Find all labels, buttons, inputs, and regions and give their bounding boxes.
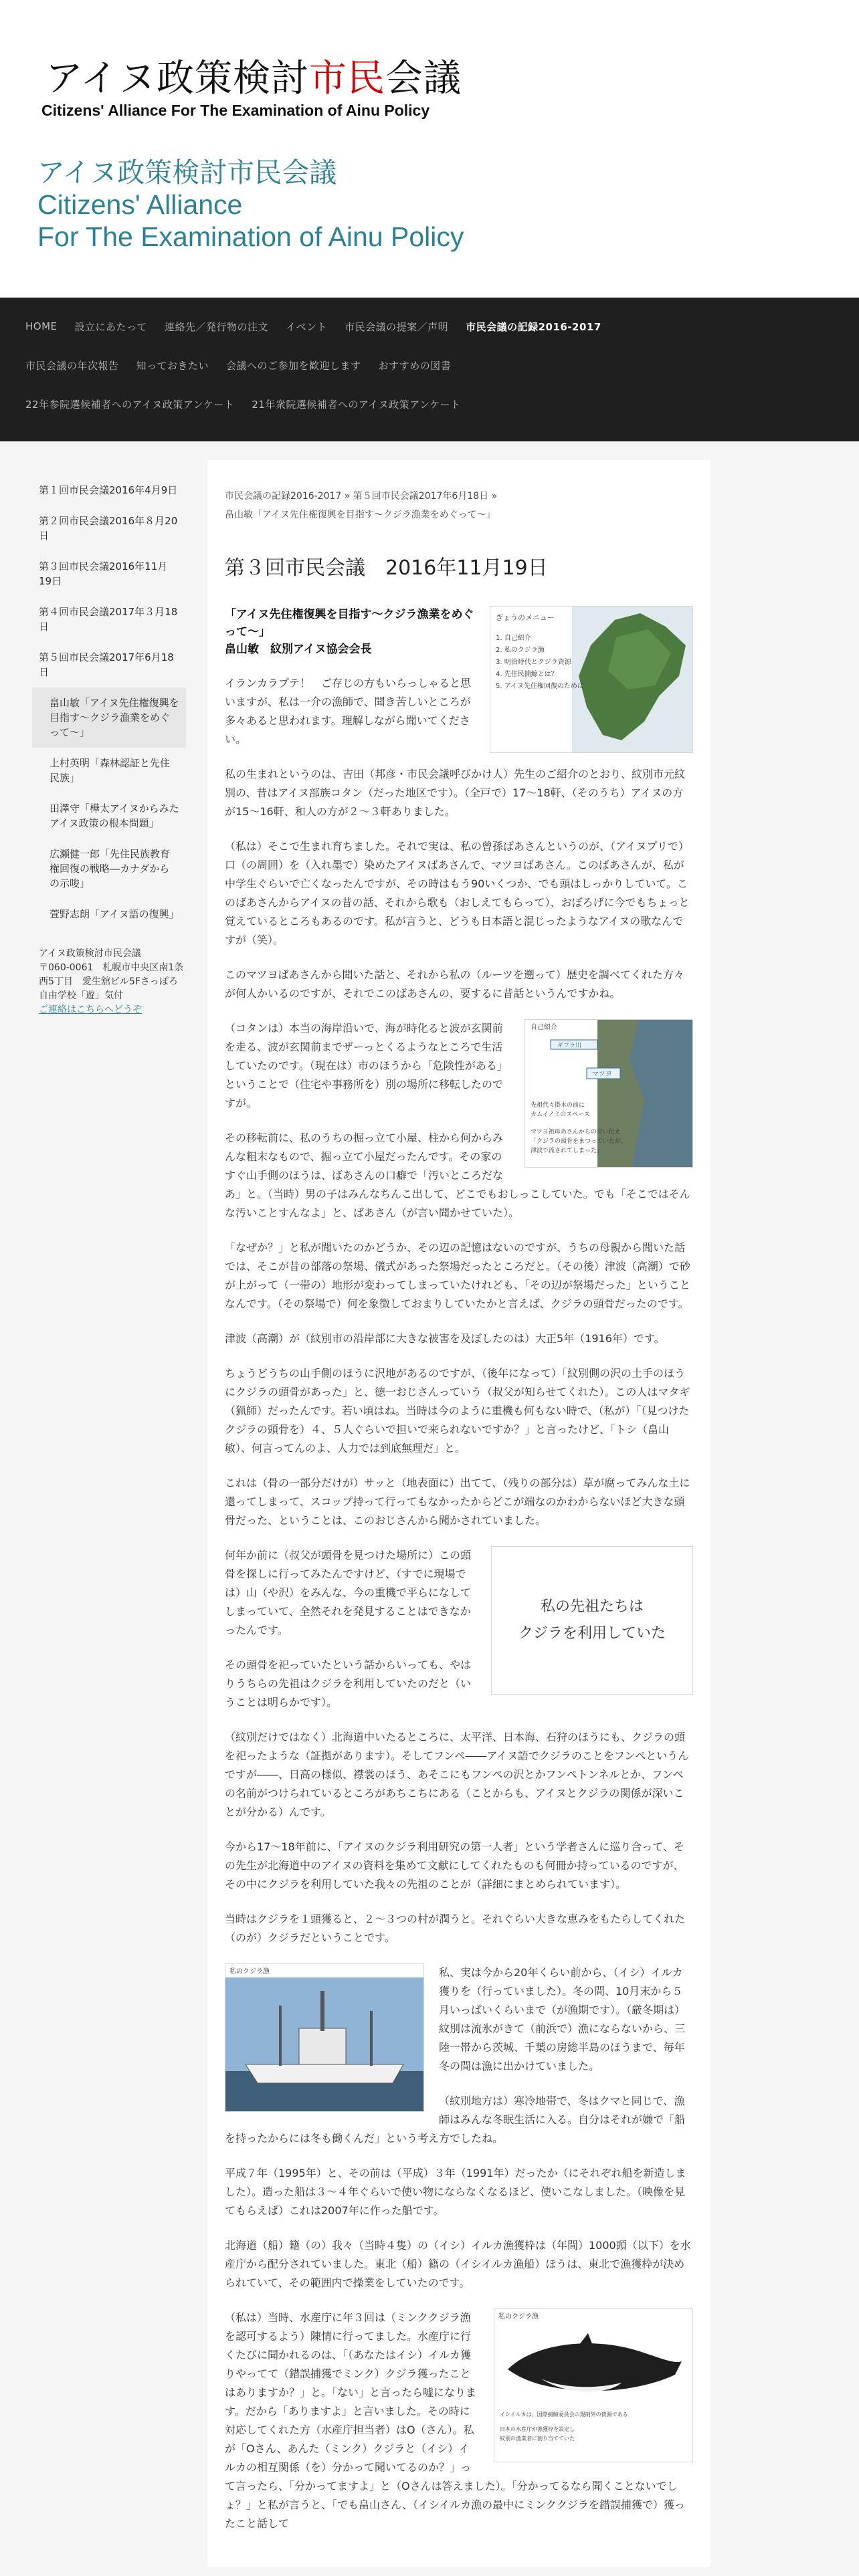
paragraph-18: 平成７年（1995年）と、その前は（平成）３年（1991年）だったか（にそれぞれ船を新造しました）。造った船は３〜４年ぐらいで使い物にならなくなるほど、使いこなしました。（映像を見てもらえば）これは2007年に作った船です。 (225, 2167, 686, 2217)
sidebar-address: アイヌ政策検討市民会議 〒060-0061 札幌市中央区南1条西5丁目 愛生舘ビル5Fさっぽろ自由学校「遊」気付 ご連絡はこちらへどうぞ (39, 948, 184, 1015)
paragraph-5: （コタンは）本当の海岸沿いで、海が時化ると波が玄関前を走る、波が玄関前までザーっとくるようなところで生活していたのです。（現在は）市のほうから「危険性がある」ということで（住宅や事務所を）別の場所に移転したのですが。 (225, 1022, 508, 1109)
paragraph-10: これは（骨の一部分だけが）サッと（地表面に）出てて、（残りの部分は）草が腐ってみんな土に還ってしまって、スコップ持って行ってもなかったからどこが端なのかわからないほど大きな頭骨だった、ということは、このおじさんから聞かされていました。 (225, 1477, 690, 1527)
dolphin-slide (494, 2309, 693, 2462)
svg-text:1. 自己紹介: 1. 自己紹介 (496, 635, 531, 642)
paragraph-12: その頭骨を祀っていたという話からいっても、やはりうちらの先祖はクジラを利用していたのだと（いうことは明らかです）。 (225, 1658, 472, 1709)
map2-label: 自己紹介 (531, 1024, 557, 1031)
breadcrumb-records[interactable]: 市民会議の記録2016-2017 (225, 491, 342, 502)
nav-knowledge[interactable]: 知っておきたい (136, 359, 209, 372)
sidebar-item-meeting-4[interactable]: 第４回市民会議2017年３月18日 (39, 606, 178, 633)
fishing-boat-photo (225, 1963, 424, 2112)
hokkaido-map-slide (490, 606, 693, 753)
paragraph-19: 北海道（船）籍（の）我々（当時４隻）の（イシ）イルカ漁獲枠は（年間）1000頭（以下）を水産庁から配分されていました。東北（船）籍の（イシイルカ漁船）ほうは、東北で漁獲枠が決められていて、その範囲内で操業をしていたのです。 (225, 2239, 691, 2289)
svg-text:4. 先住民捕鯨とは？: 4. 先住民捕鯨とは？ (496, 671, 558, 678)
nav-books[interactable]: おすすめの図書 (378, 359, 452, 372)
paragraph-15: 当時はクジラを１頭獲ると、２〜３つの村が潤うと。それぐらい大きな恵みをもたらしてくれた（のが）クジラだということです。 (225, 1913, 686, 1944)
nav-annual-report[interactable]: 市民会議の年次報告 (25, 359, 119, 372)
sidebar-subitem-uemura[interactable]: 上村英明「森林認証と先住民族」 (50, 757, 171, 784)
nav-proposals[interactable]: 市民会議の提案／声明 (345, 320, 449, 333)
page-body (0, 441, 859, 2576)
paragraph-4: このマツヨばあさんから聞いた話と、それから私の（ルーツを遡って）歴史を調べてくれた方々が何人かいるのですが、それでこのばあさんの、要するに昔話というんですかね。 (225, 968, 684, 1000)
contact-link[interactable]: ご連絡はこちらへどうぞ (39, 1004, 142, 1015)
svg-text:日本の水産庁が漁獲枠を設定し: 日本の水産庁が漁獲枠を設定し (500, 2426, 575, 2432)
svg-text:マツヨ祖母あさんからの言い伝え: マツヨ祖母あさんからの言い伝え (531, 1129, 621, 1136)
nav-contact[interactable]: 連絡先／発行物の注文 (165, 320, 269, 333)
paragraph-6: その移転前に、私のうちの掘っ立て小屋、柱から何からみんな粗末なもので、掘っ立て小屋だったんです。その家のすぐ山手側のほうは、ばあさんの口癖で「汚いところだなあ」と。（当時）男の子はみんなちんこ出して、どこでもおしっこしていた。でも「そこではそんな汚いことすんなよ」と、ばあさん（が言い聞かせていた）。 (225, 1132, 690, 1219)
svg-text:2. 私のクジラ漁: 2. 私のクジラ漁 (496, 647, 545, 654)
kotan-map-slide (524, 1019, 693, 1168)
paragraph-17: （紋別地方は）寒冷地帯で、冬はクマと同じで、漁師はみんな冬眠生活に入る。自分はそれが嫌で「船を持ったからには冬も働くんだ」という考え方でしたね。 (225, 2095, 686, 2145)
svg-text:イシイルカは、国際捕鯨委員会の規制外の資源である: イシイルカは、国際捕鯨委員会の規制外の資源である (500, 2411, 628, 2418)
nav-row-1 (25, 307, 834, 346)
site-header (0, 0, 859, 298)
svg-text:ギフラ川: ギフラ川 (557, 1043, 582, 1049)
nav-events[interactable]: イベント (286, 320, 328, 333)
svg-text:「クジラの頭骨をまつっていたが、: 「クジラの頭骨をまつっていたが、 (531, 1138, 627, 1145)
sidebar-item-meeting-5[interactable]: 第５回市民会議2017年6月18日 (39, 651, 174, 678)
sidebar-item-meeting-3[interactable]: 第３回市民会議2016年11月19日 (39, 560, 168, 587)
paragraph-1: イランカラプテ！ ご存じの方もいらっしゃると思いますが、私は一介の漁師で、聞き苦しいところが多々あると思われます。理解しながら聞いてください。 (225, 677, 472, 746)
site-title[interactable]: アイヌ政策検討市民会議 Citizens' Alliance For The Examination of Ainu Policy (37, 157, 464, 252)
nav-row-3 (25, 385, 834, 423)
svg-text:紋別の漁業者に割り当てていた: 紋別の漁業者に割り当てていた (500, 2436, 575, 2442)
sidebar-subitem-hirose[interactable]: 広瀬健一郎「先住民族教育権回復の戦略―カナダからの示唆」 (50, 848, 171, 889)
nav-about[interactable]: 設立にあたって (74, 320, 148, 333)
paragraph-16: 私、実は今から20年くらい前から、（イシ）イルカ獲りを（行っていました）。冬の間、10月末から５月いっぱいくらいまで（が漁期です）。（厳冬期は）紋別は流氷がきて（前浜で）漁にならないから、三陸一帯から茨城、千葉の房総半島のほうまで、毎年冬の間は漁に出かけていました。 (439, 1966, 686, 2072)
paragraph-7: 「なぜか？」と私が聞いたのかどうか、その辺の記憶はないのですが、うちの母親から聞いた話では、そこが昔の部落の祭場、儀式があった祭場だったところだと。（その後）津波（高潮）で砂が上がって（一帯の）地形が変わってしまっていたけれども、「その辺が祭場だった」ということなんです。（その祭場で）何を象徴しておまりしていたかと言えば、クジラの頭骨だったのです。 (225, 1241, 690, 1310)
site-logo[interactable] (41, 57, 462, 120)
nav-row-2 (25, 346, 834, 385)
nav-home[interactable]: HOME (25, 320, 58, 332)
sidebar-subitem-tazawa[interactable]: 田澤守「樺太アイヌからみたアイヌ政策の根本問題」 (50, 802, 179, 829)
logo-japanese: アイヌ政策検討市民会議 (45, 57, 462, 100)
svg-text:マツヨ: マツヨ (592, 1071, 612, 1078)
paragraph-3: （私は）そこで生まれ育ちました。それで実は、私の曾孫ばあさんというのが、（アイヌプリで）口（の周囲）を（入れ墨で）染めたアイヌばあさんで、マツヨばあさん。このばあさんが、私が中学生ぐらいで亡くなったんですが、その時はもう90いくつか、でも頭はしっかりしていて。このばあさんからアイヌの昔の話、それから歌も（おしえてもらって）、おぼろげに今でもちょっと覚えているところもあるのです。私が言うと、どうも日本語と混じったようなアイヌの歌なんですが（笑）。 (225, 840, 690, 946)
main-navigation (0, 298, 859, 441)
pullquote-slide: 私の先祖たちは クジラを利用していた (491, 1546, 693, 1695)
article-lead: 「アイヌ先住権復興を目指す〜クジラ漁業をめぐって〜」 畠山敏 紋別アイヌ協会会長 (225, 608, 474, 656)
paragraph-13: （紋別だけではなく）北海道中いたるところに、太平洋、日本海、石狩のほうにも、クジラの頭を祀ったような（証拠があります）。そしてフンペ――アイヌ語でクジラのことをフンペというんですが――、日高の様似、襟裳のほう、あそこにもフンペの沢とかフンペトンネルとか、フンペの名前がつけられているところがあちこちにある（ことからも、アイヌとクジラの関係が深いことが分かる）んです。 (225, 1731, 689, 1818)
paragraph-14: 今から17〜18年前に、「アイヌのクジラ利用研究の第一人者」という学者さんに巡り合って、その先生が北海道中のアイヌの資料を集めて文献にしてくれたものも何冊か持っているのですが、その中にクジラを利用していた我々の先祖のことが（詳細にまとめられています）。 (225, 1840, 684, 1891)
paragraph-9: ちょうどうちの山手側のほうに沢地があるのですが、（後年になって）「紋別側の沢の土手のほうにクジラの頭骨があった」と、徳一おじさんっていう（叔父が知らせてくれた）。この人はマタギ（猟師）だったんです。若い頃はね。当時は今のように重機も何もない時で、（私が）「（見つけたクジラの頭骨を）４、５人ぐらいで担いで来られないですか？」と言ったけど、「トシ（畠山敏）、何言ってんのよ、人力では到底無理だ」と。 (225, 1367, 690, 1455)
svg-text:カムイノミのスペース: カムイノミのスペース (531, 1111, 590, 1118)
photo2-label: 私のクジラ漁 (498, 2313, 539, 2321)
photo1-label: 私のクジラ漁 (229, 1968, 270, 1975)
nav-records[interactable]: 市民会議の記録2016-2017 (466, 320, 601, 333)
sidebar-subitem-kayano[interactable]: 萱野志朗「アイヌ語の復興」 (50, 908, 179, 920)
map1-label: ぎょうのメニュー (496, 613, 555, 622)
nav-join[interactable]: 会議へのご参加を歓迎します (226, 359, 361, 372)
svg-text:先祖代々掛木の前に: 先祖代々掛木の前に (531, 1102, 585, 1109)
svg-text:5. アイヌ先住権回復のために: 5. アイヌ先住権回復のために (496, 683, 584, 690)
paragraph-11: 何年か前に（叔父が頭骨を見つけた場所に）この頭骨を探しに行ってみたんですけど、（すでに現場では）山（や沢）をみんな、今の重機で平らになしてしまっていて、全然それを発見することはできなかったんです。 (225, 1549, 472, 1636)
sidebar-item-meeting-2[interactable]: 第２回市民会議2016年８月20日 (39, 515, 178, 542)
breadcrumb-meeting-5[interactable]: 第５回市民会議2017年6月18日 (353, 491, 489, 502)
logo-english: Citizens' Alliance For The Examination of Ainu Policy (41, 102, 430, 119)
paragraph-8: 津波（高潮）が（紋別市の沿岸部に大きな被害を及ぼしたのは）大正5年（1916年）です。 (225, 1332, 665, 1345)
paragraph-20: （私は）当時、水産庁に年３回は（ミンククジラ漁を認可するよう）陳情に行ってました。水産庁に行くたびに聞かれるのは、「（あなたはイシ）イルカ獲りやってて（錯誤捕獲でミンク）クジラ獲ったことはありますか？」と。「ない」と言ったら嘘になります。だから「ありますよ」と言いました。その時に対応してくれた方（水産庁担当者）はO（さん）。私が「Oさん、あんた（ミンク）クジラと（イシ）イルカの相互関係（を）分かって聞いてるのか？」って言ったら、「分かってますよ」と（Oさんは答えました）。「分かってるなら聞くことないでしょ？」と私が言うと、「でも畠山さん、（イシイルカ漁の最中にミンククジラを錯誤捕獲で）獲ったこと話して (225, 2311, 685, 2530)
sidebar-item-meeting-1[interactable]: 第１回市民会議2016年4月9日 (39, 484, 178, 496)
sidebar (32, 475, 186, 1017)
article (207, 460, 710, 2567)
nav-survey-2022[interactable]: 22年参院選候補者へのアイヌ政策アンケート (25, 398, 235, 411)
nav-survey-2021[interactable]: 21年衆院選候補者へのアイヌ政策アンケート (252, 398, 461, 411)
sidebar-subitem-hatakeyama[interactable]: 畠山敏「アイヌ先住権復興を目指す〜クジラ漁業をめぐって〜」 (32, 687, 186, 748)
svg-text:津波で流されてしまった」: 津波で流されてしまった」 (531, 1148, 603, 1154)
page-title: 第３回市民会議 2016年11月19日 (225, 556, 548, 580)
svg-text:3. 明治時代とクジラ資源: 3. 明治時代とクジラ資源 (496, 659, 571, 666)
paragraph-2: 私の生まれというのは、吉田（邦彦・市民会議呼びかけ人）先生のご紹介のとおり、紋別市元紋別の、昔はアイヌ部族コタン（だった地区です）。（全戸で）17〜18軒、（そのうち）アイヌの方が15〜16軒、和人の方が２〜３軒ありました。 (225, 768, 686, 818)
breadcrumb-current: 畠山敏「アイヌ先住権復興を目指す〜クジラ漁業をめぐって〜」 (225, 510, 496, 520)
breadcrumb: 市民会議の記録2016-2017 » 第５回市民会議2017年6月18日 » 畠山敏「アイヌ先住権復興を目指す〜クジラ漁業をめぐって〜」 (225, 491, 498, 520)
